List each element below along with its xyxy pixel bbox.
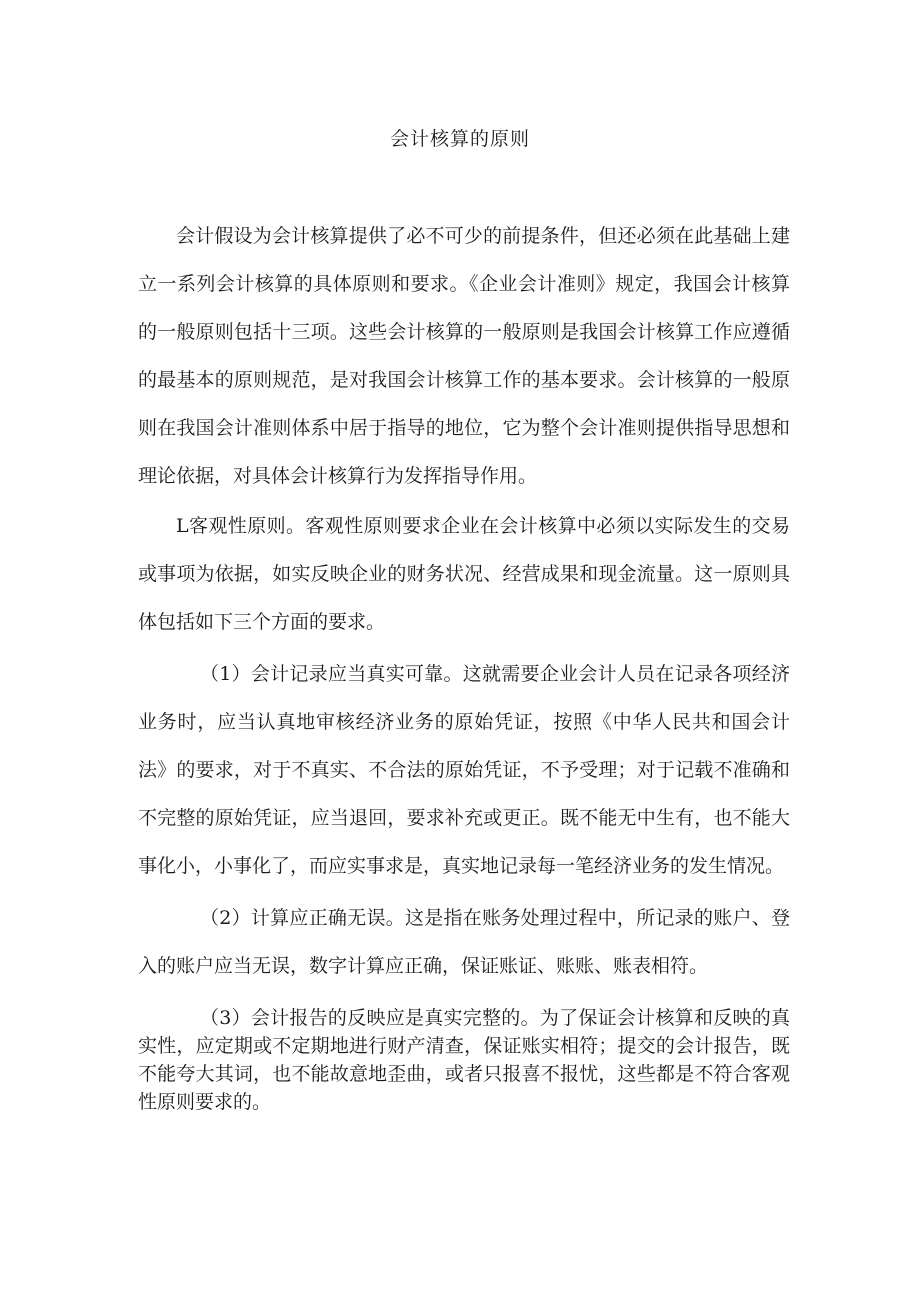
paragraph-requirement-1: （1）会计记录应当真实可靠。这就需要企业会计人员在记录各项经济业务时，应当认真地审核经济业务的原始凭证，按照《中华人民共和国会计法》的要求，对于不真实、不合法的原始凭证，不予受理；对于记载不准确和不完整的原始凭证，应当退回，要求补充或更正。既不能无中生有，也不能大事化小，小事化了，而应实事求是，真实地记录每一笔经济业务的发生情况。 (138, 663, 790, 877)
paragraph-requirement-2: （2）计算应正确无误。这是指在账务处理过程中，所记录的账户、登入的账户应当无误，数字计算应正确，保证账证、账账、账表相符。 (138, 907, 790, 977)
paragraph-objectivity-principle: L客观性原则。客观性原则要求企业在会计核算中必须以实际发生的交易或事项为依据，如实反映企业的财务状况、经营成果和现金流量。这一原则具体包括如下三个方面的要求。 (138, 515, 790, 633)
paragraph-requirement-3: （3）会计报告的反映应是真实完整的。为了保证会计核算和反映的真实性，应定期或不定期地进行财产清查，保证账实相符；提交的会计报告，既不能夸大其词，也不能故意地歪曲，或者只报喜不报忧，这些都是不符合客观性原则要求的。 (138, 1007, 790, 1113)
document-body (138, 212, 790, 1116)
paragraph-intro: 会计假设为会计核算提供了必不可少的前提条件，但还必须在此基础上建立一系列会计核算的具体原则和要求。《企业会计准则》规定，我国会计核算的一般原则包括十三项。这些会计核算的一般原则是我国会计核算工作应遵循的最基本的原则规范，是对我国会计核算工作的基本要求。会计核算的一般原则在我国会计准则体系中居于指导的地位，它为整个会计准则提供指导思想和理论依据，对具体会计核算行为发挥指导作用。 (138, 225, 790, 487)
document-title: 会计核算的原则 (389, 128, 530, 150)
